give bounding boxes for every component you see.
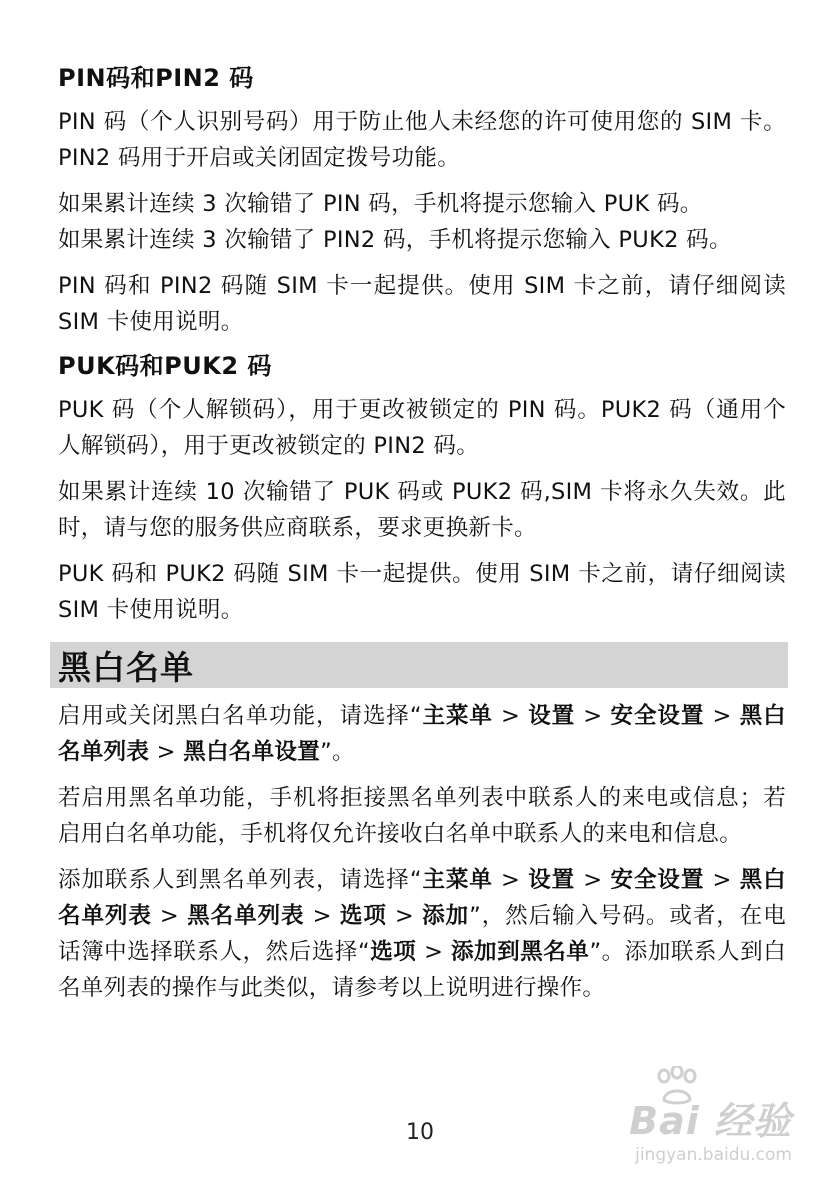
puk-heading: PUK码和PUK2 码 <box>58 352 272 380</box>
watermark-logo: Bai 经验 <box>629 1099 792 1143</box>
blacklist-section-bar <box>50 642 788 688</box>
puk-paragraph-2: 如果累计连续 10 次输错了 PUK 码或 PUK2 码,SIM 卡将永久失效。此时，请与您的服务供应商联系，要求更换新卡。 <box>58 479 786 541</box>
blacklist-paragraph-1: 启用或关闭黑白名单功能，请选择“主菜单 > 设置 > 安全设置 > 黑白名单列表 > 黑白名单设置”。 <box>58 703 786 765</box>
pin-paragraph-1: PIN 码（个人识别号码）用于防止他人未经您的许可使用您的 SIM 卡。PIN2 码用于开启或关闭固定拨号功能。 <box>58 109 786 171</box>
blacklist-paragraph-2: 若启用黑名单功能，手机将拒接黑名单列表中联系人的来电或信息；若启用白名单功能，手机将仅允许接收白名单中联系人的来电和信息。 <box>58 785 786 847</box>
page-number: 10 <box>406 1120 434 1145</box>
blacklist-paragraph-3: 添加联系人到黑名单列表，请选择“主菜单 > 设置 > 安全设置 > 黑白名单列表 > 黑名单列表 > 选项 > 添加”，然后输入号码。或者，在电话簿中选择联系人，然后选择“选项 > 添加到黑名单”。添加联系人到白名单列表的操作与此类似，请参考以上说明进行操作。 <box>58 867 786 1001</box>
puk-paragraph-3: PUK 码和 PUK2 码随 SIM 卡一起提供。使用 SIM 卡之前，请仔细阅读 SIM 卡使用说明。 <box>58 561 786 623</box>
watermark-url: jingyan.baidu.com <box>635 1145 792 1165</box>
pin-paragraph-2b: 如果累计连续 3 次输错了 PIN2 码，手机将提示您输入 PUK2 码。 <box>58 227 732 253</box>
pin-paragraph-2a: 如果累计连续 3 次输错了 PIN 码，手机将提示您输入 PUK 码。 <box>58 191 703 217</box>
paw-icon <box>654 1066 700 1106</box>
pin-heading: PIN码和PIN2 码 <box>58 64 254 92</box>
baidu-watermark <box>592 1066 792 1165</box>
puk-paragraph-1: PUK 码（个人解锁码），用于更改被锁定的 PIN 码。PUK2 码（通用个人解锁码），用于更改被锁定的 PIN2 码。 <box>58 397 786 459</box>
blacklist-title: 黑白名单 <box>58 647 194 687</box>
menu-path-main: 主菜单 <box>421 703 493 729</box>
document-page <box>58 62 786 1016</box>
pin-paragraph-3: PIN 码和 PIN2 码随 SIM 卡一起提供。使用 SIM 卡之前，请仔细阅读 SIM 卡使用说明。 <box>58 273 786 335</box>
